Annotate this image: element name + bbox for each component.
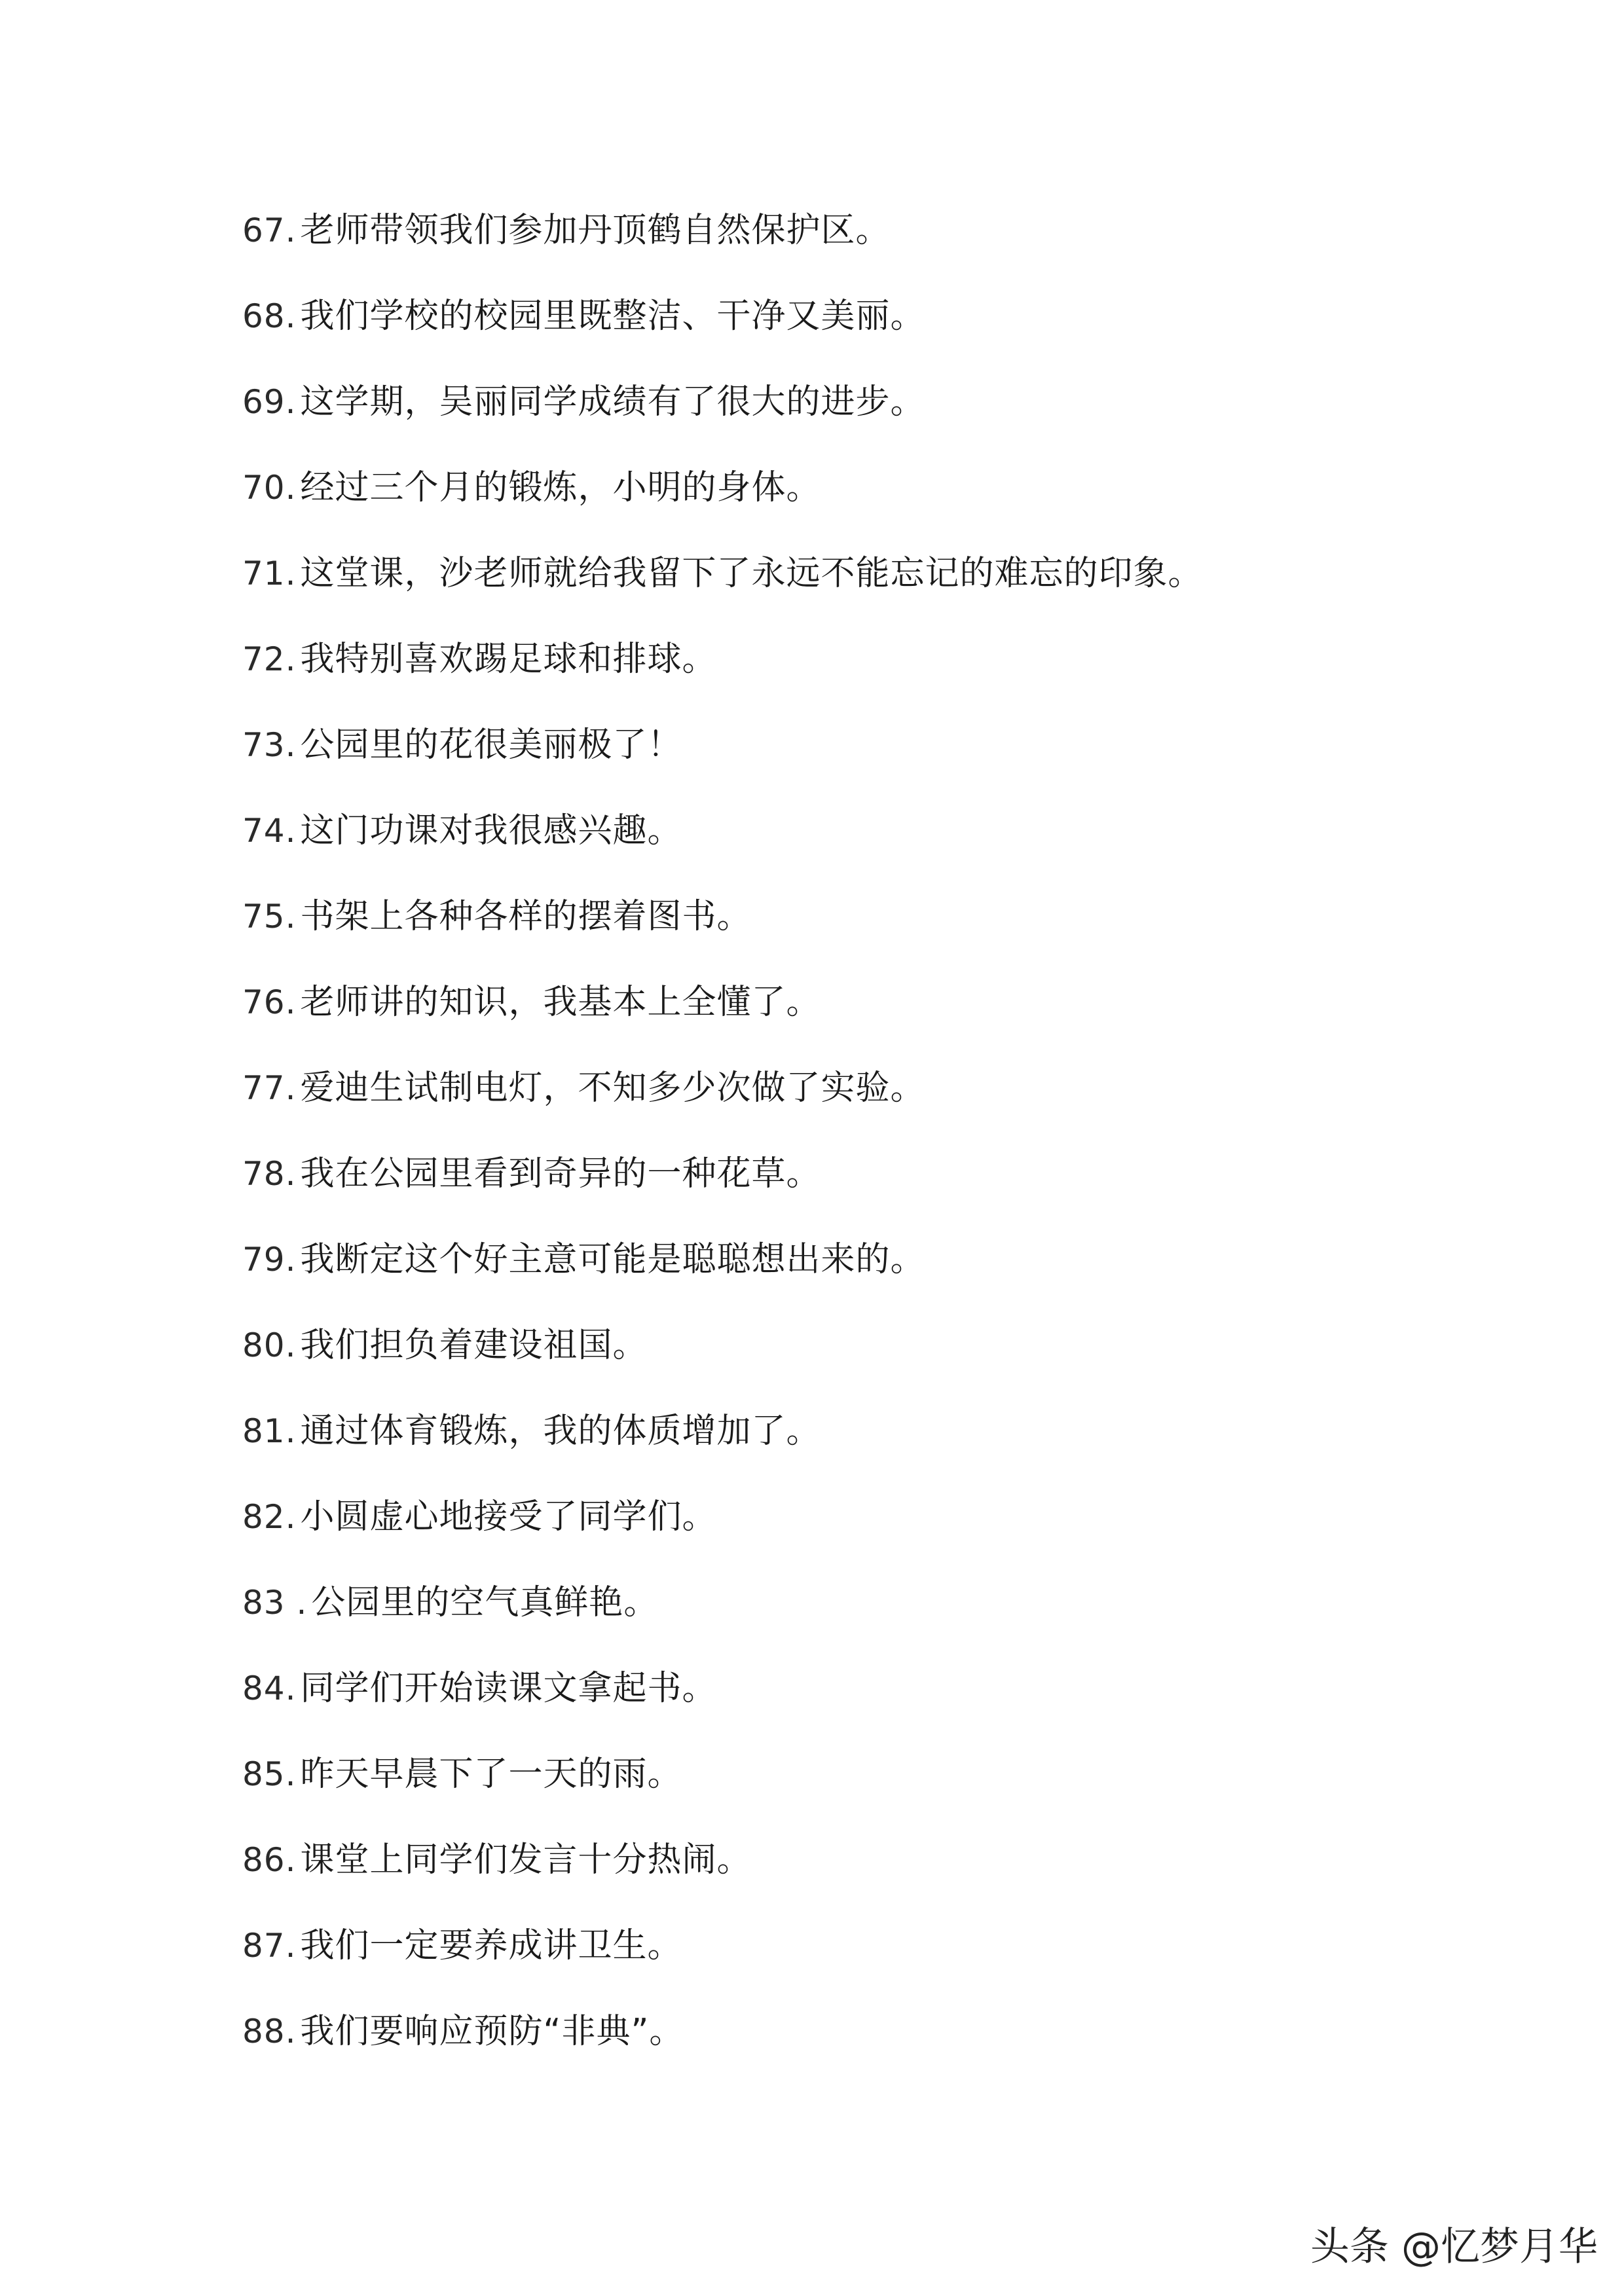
sentence-text: 昨天早晨下了一天的雨。 — [300, 1755, 682, 1794]
sentence-text: 我们要响应预防“非典”。 — [300, 2012, 684, 2051]
sentence-number: 74. — [242, 812, 297, 850]
sentence-item — [242, 1755, 1203, 1840]
sentence-number: 70. — [242, 469, 297, 507]
sentence-text: 经过三个月的锻炼，小明的身体。 — [300, 468, 821, 507]
sentence-text: 通过体育锻炼，我的体质增加了。 — [300, 1412, 821, 1451]
sentence-item — [242, 1497, 1203, 1583]
sentence-text: 小圆虚心地接受了同学们。 — [300, 1497, 717, 1537]
sentence-text: 我们担负着建设祖国。 — [300, 1326, 648, 1365]
sentence-item — [242, 640, 1203, 725]
sentence-number: 84. — [242, 1669, 297, 1707]
sentence-text: 这学期，吴丽同学成绩有了很大的进步。 — [300, 382, 925, 422]
sentence-item — [242, 468, 1203, 554]
sentence-list — [242, 211, 1203, 2098]
sentence-number: 82. — [242, 1498, 297, 1536]
sentence-number: 77. — [242, 1069, 297, 1107]
sentence-item — [242, 554, 1203, 640]
sentence-item — [242, 382, 1203, 468]
sentence-text: 我们一定要养成讲卫生。 — [300, 1926, 682, 1965]
sentence-number: 67. — [242, 211, 297, 249]
sentence-text: 这门功课对我很感兴趣。 — [300, 811, 682, 850]
sentence-text: 公园里的空气真鲜艳。 — [311, 1583, 659, 1622]
sentence-item — [242, 1240, 1203, 1326]
sentence-number: 69. — [242, 383, 297, 421]
sentence-item — [242, 1412, 1203, 1497]
sentence-item — [242, 897, 1203, 983]
sentence-number: 80. — [242, 1326, 297, 1364]
sentence-number: 81. — [242, 1412, 297, 1450]
sentence-item — [242, 983, 1203, 1068]
sentence-number: 71. — [242, 555, 297, 592]
sentence-text: 公园里的花很美丽极了！ — [300, 725, 682, 765]
sentence-number: 75. — [242, 898, 297, 936]
sentence-item — [242, 725, 1203, 811]
sentence-item — [242, 1840, 1203, 1926]
sentence-number: 78. — [242, 1155, 297, 1193]
sentence-number: 73. — [242, 726, 297, 764]
sentence-number: 86. — [242, 1841, 297, 1879]
sentence-item — [242, 1154, 1203, 1240]
sentence-number: 87. — [242, 1927, 297, 1965]
sentence-item — [242, 1669, 1203, 1755]
sentence-text: 书架上各种各样的摆着图书。 — [300, 897, 752, 936]
sentence-item — [242, 1583, 1203, 1669]
sentence-number: 83 . — [242, 1584, 308, 1622]
sentence-number: 79. — [242, 1241, 297, 1279]
sentence-text: 我特别喜欢踢足球和排球。 — [300, 640, 717, 679]
sentence-item — [242, 1068, 1203, 1154]
sentence-item — [242, 1926, 1203, 2012]
sentence-number: 68. — [242, 297, 297, 335]
sentence-number: 88. — [242, 2013, 297, 2050]
sentence-text: 老师讲的知识，我基本上全懂了。 — [300, 983, 821, 1022]
sentence-item — [242, 1326, 1203, 1412]
sentence-item — [242, 811, 1203, 897]
sentence-text: 这堂课，沙老师就给我留下了永远不能忘记的难忘的印象。 — [300, 554, 1203, 593]
sentence-text: 我在公园里看到奇异的一种花草。 — [300, 1154, 821, 1194]
sentence-item — [242, 297, 1203, 382]
sentence-text: 我断定这个好主意可能是聪聪想出来的。 — [300, 1240, 925, 1279]
sentence-number: 72. — [242, 640, 297, 678]
sentence-item — [242, 2012, 1203, 2098]
sentence-text: 我们学校的校园里既整洁、干净又美丽。 — [300, 297, 925, 336]
sentence-text: 爱迪生试制电灯，不知多少次做了实验。 — [300, 1068, 925, 1108]
sentence-item — [242, 211, 1203, 297]
watermark: 头条 @忆梦月华 — [1310, 2224, 1598, 2270]
sentence-number: 76. — [242, 983, 297, 1021]
sentence-number: 85. — [242, 1755, 297, 1793]
sentence-text: 课堂上同学们发言十分热闹。 — [300, 1840, 752, 1880]
sentence-text: 同学们开始读课文拿起书。 — [300, 1669, 717, 1708]
sentence-text: 老师带领我们参加丹顶鹤自然保护区。 — [300, 211, 891, 250]
